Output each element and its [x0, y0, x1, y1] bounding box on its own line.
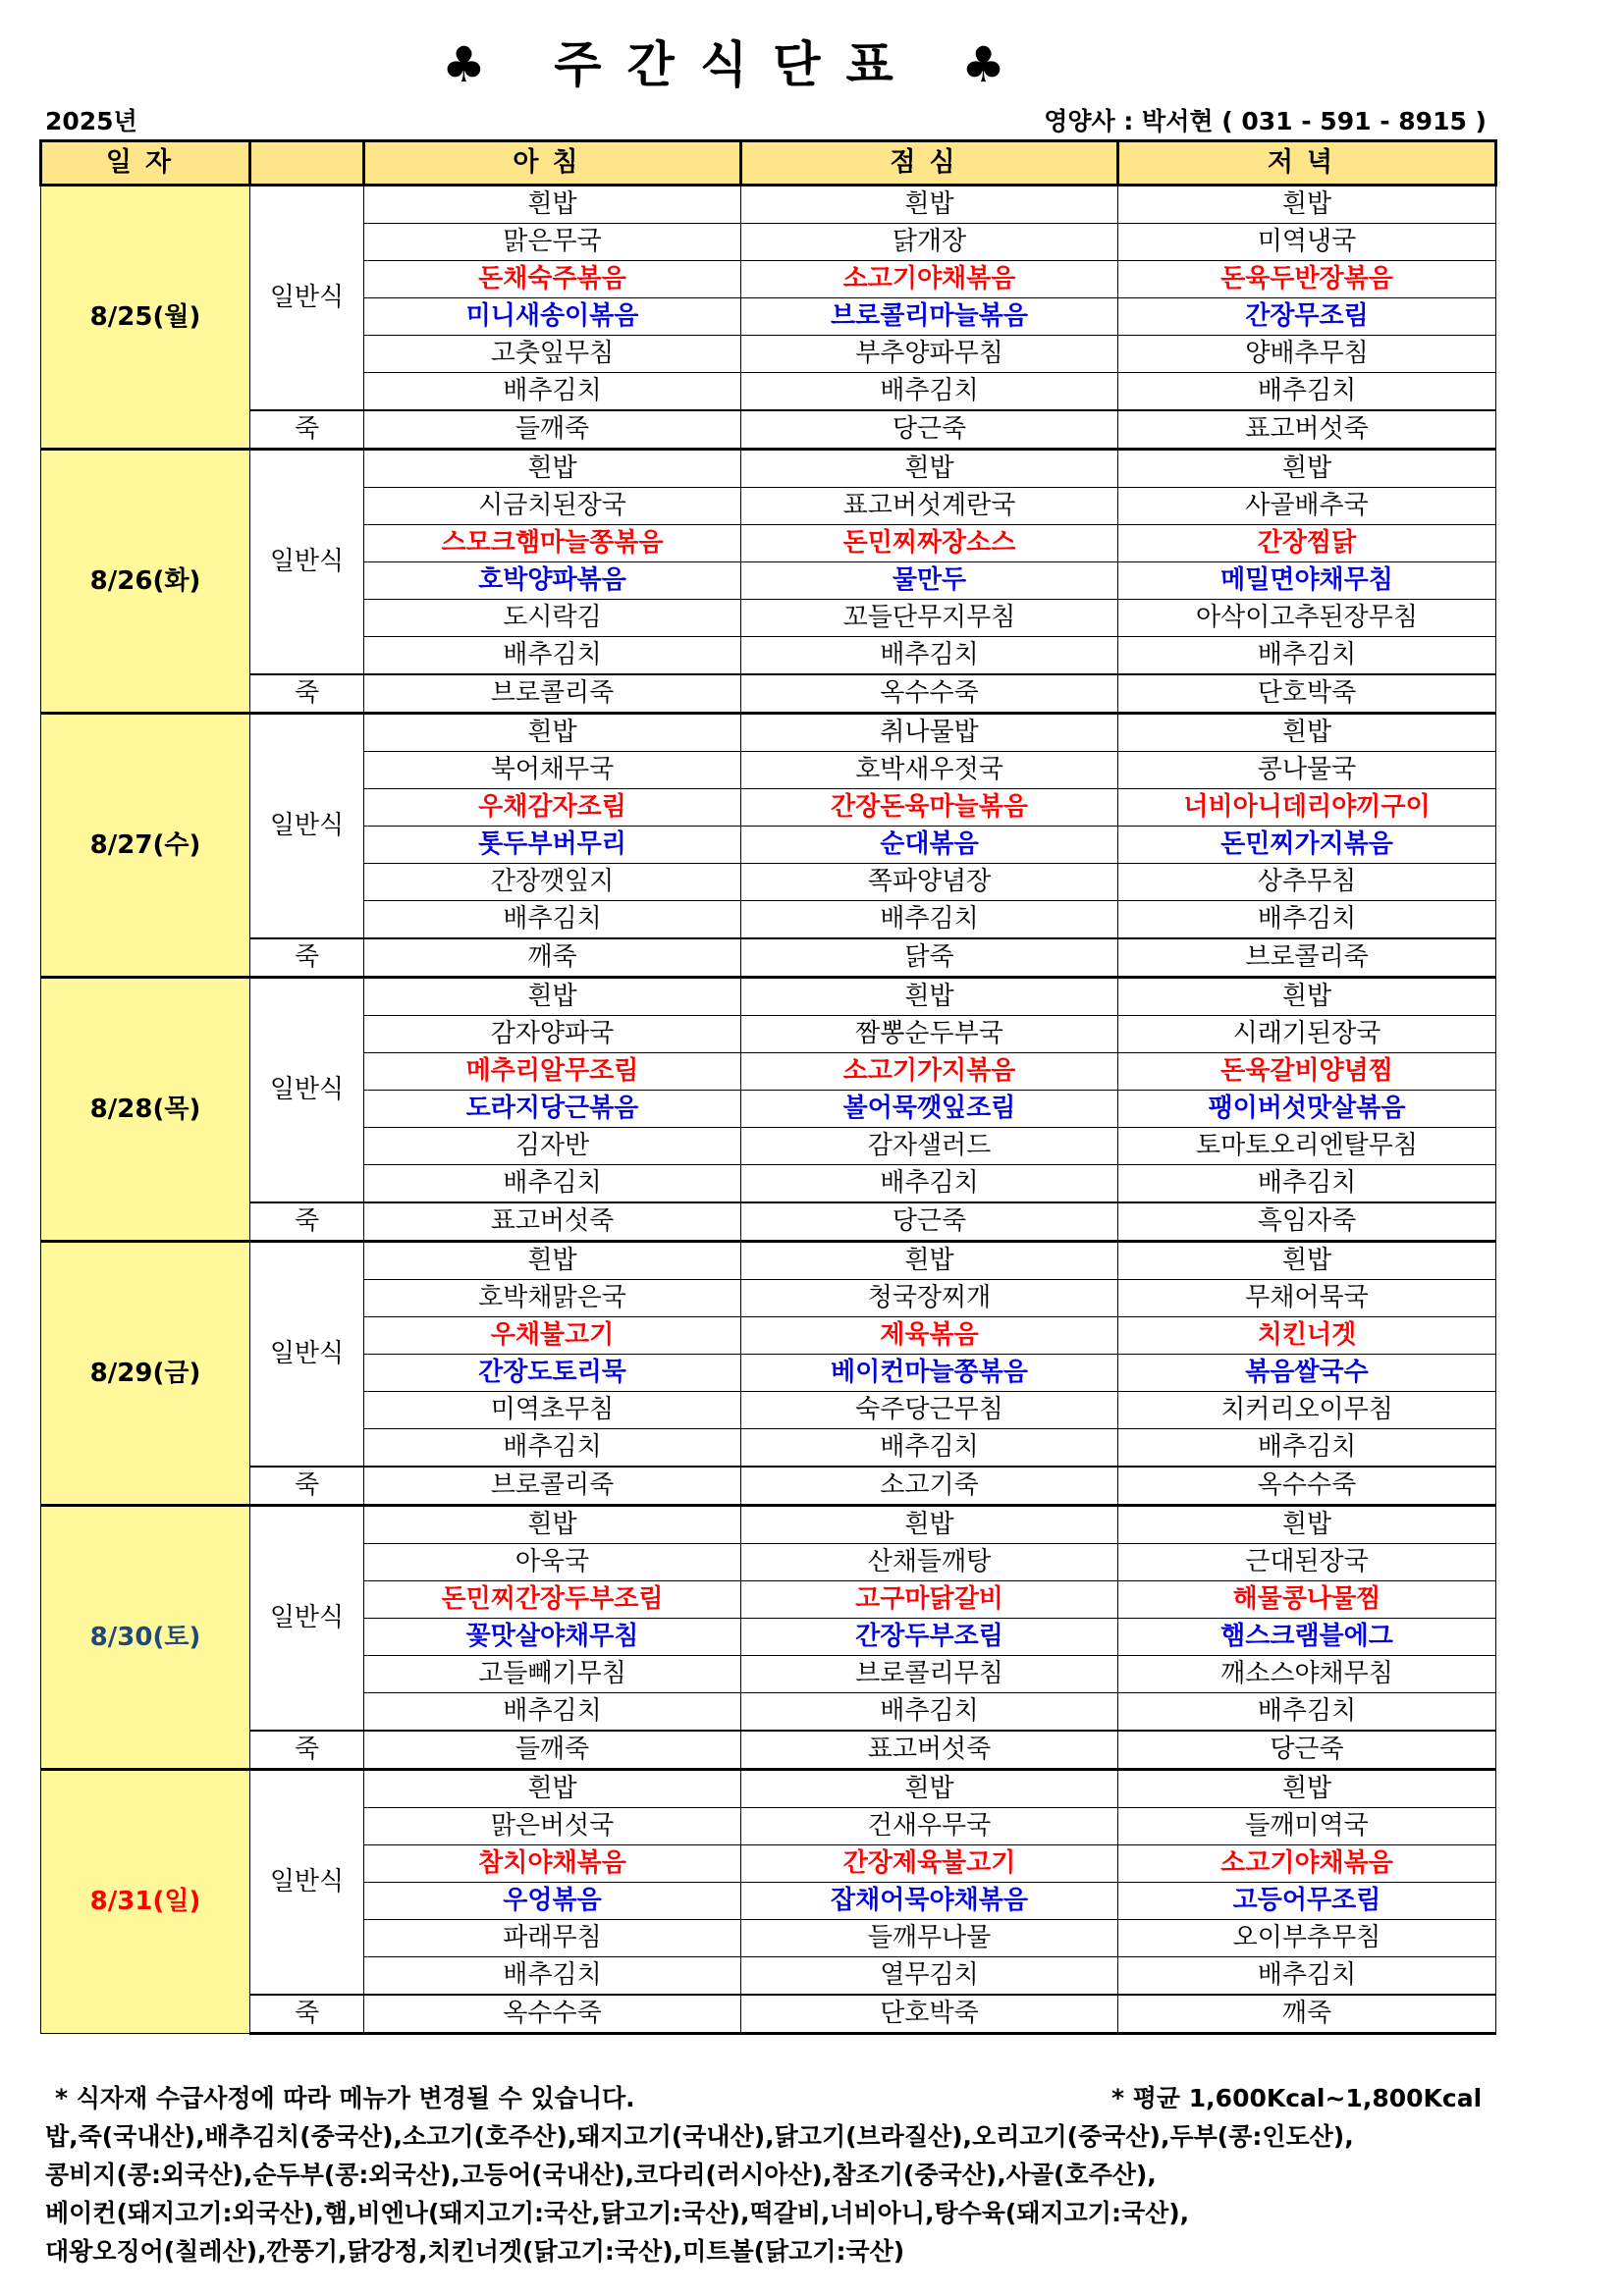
menu-row	[41, 186, 1496, 224]
breakfast-item: 감자양파국	[364, 1016, 741, 1053]
dinner-item: 오이부추무침	[1118, 1920, 1496, 1957]
menu-row	[41, 1242, 1496, 1280]
dinner-item: 흰밥	[1118, 186, 1496, 224]
breakfast-porridge: 브로콜리죽	[364, 1467, 741, 1506]
breakfast-item: 흰밥	[364, 450, 741, 488]
breakfast-item: 시금치된장국	[364, 488, 741, 525]
dinner-item: 돈육두반장볶음	[1118, 261, 1496, 298]
lunch-item: 감자샐러드	[741, 1128, 1118, 1165]
breakfast-item: 미니새송이볶음	[364, 298, 741, 336]
breakfast-item: 흰밥	[364, 1506, 741, 1544]
lunch-item: 간장제육불고기	[741, 1845, 1118, 1883]
dinner-item: 시래기된장국	[1118, 1016, 1496, 1053]
breakfast-item: 우엉볶음	[364, 1883, 741, 1920]
meal-type-porridge: 죽	[250, 674, 364, 714]
dinner-item: 배추김치	[1118, 1693, 1496, 1732]
breakfast-item: 도시락김	[364, 600, 741, 637]
breakfast-item: 고들빼기무침	[364, 1656, 741, 1693]
breakfast-item: 흰밥	[364, 714, 741, 752]
origin-line: 콩비지(콩:외국산),순두부(콩:외국산),고등어(국내산),코다리(러시아산),참조기(중국산),사골(호주산),	[45, 2161, 1157, 2189]
dinner-item: 흰밥	[1118, 450, 1496, 488]
breakfast-item: 배추김치	[364, 901, 741, 939]
lunch-item: 간장두부조림	[741, 1619, 1118, 1656]
menu-body	[41, 186, 1496, 2034]
breakfast-item: 호박채맑은국	[364, 1280, 741, 1317]
dinner-item: 상추무침	[1118, 864, 1496, 901]
meal-type-porridge: 죽	[250, 1995, 364, 2034]
lunch-porridge: 소고기죽	[741, 1467, 1118, 1506]
meal-type-general: 일반식	[250, 978, 364, 1203]
lunch-item: 고구마닭갈비	[741, 1581, 1118, 1619]
breakfast-item: 꽃맛살야채무침	[364, 1619, 741, 1656]
lunch-item: 흰밥	[741, 1242, 1118, 1280]
lunch-item: 취나물밥	[741, 714, 1118, 752]
lunch-item: 흰밥	[741, 1506, 1118, 1544]
dinner-porridge: 깨죽	[1118, 1995, 1496, 2034]
meal-type-porridge: 죽	[250, 410, 364, 450]
header-dinner: 저녁	[1118, 141, 1496, 186]
dinner-item: 간장무조림	[1118, 298, 1496, 336]
dinner-item: 미역냉국	[1118, 224, 1496, 261]
breakfast-item: 배추김치	[364, 1957, 741, 1996]
dinner-item: 양배추무침	[1118, 336, 1496, 373]
dinner-item: 돈민찌가지볶음	[1118, 827, 1496, 864]
table-header-row	[41, 141, 1496, 186]
dinner-item: 배추김치	[1118, 901, 1496, 939]
day-date: 8/30(토)	[41, 1506, 250, 1770]
lunch-item: 배추김치	[741, 373, 1118, 411]
breakfast-item: 간장도토리묵	[364, 1355, 741, 1392]
breakfast-porridge: 깨죽	[364, 938, 741, 978]
change-notice: * 식자재 수급사정에 따라 메뉴가 변경될 수 있습니다.	[55, 2084, 635, 2112]
breakfast-item: 배추김치	[364, 1165, 741, 1203]
day-date: 8/25(월)	[41, 186, 250, 450]
dinner-porridge: 옥수수죽	[1118, 1467, 1496, 1506]
porridge-row	[41, 410, 1496, 450]
breakfast-item: 우채불고기	[364, 1317, 741, 1355]
day-date: 8/31(일)	[41, 1770, 250, 2034]
dinner-item: 볶음쌀국수	[1118, 1355, 1496, 1392]
page-title: ♣ 주간식단표 ♣	[442, 36, 1031, 93]
lunch-porridge: 옥수수죽	[741, 674, 1118, 714]
dinner-item: 배추김치	[1118, 1165, 1496, 1203]
lunch-item: 흰밥	[741, 1770, 1118, 1808]
dinner-item: 들깨미역국	[1118, 1808, 1496, 1845]
lunch-item: 흰밥	[741, 450, 1118, 488]
dinner-item: 콩나물국	[1118, 752, 1496, 789]
year-label: 2025년	[45, 107, 137, 135]
meal-type-general: 일반식	[250, 1506, 364, 1732]
meal-type-general: 일반식	[250, 714, 364, 939]
lunch-item: 숙주당근무침	[741, 1392, 1118, 1429]
meal-type-general: 일반식	[250, 186, 364, 411]
origin-line: 대왕오징어(칠레산),깐풍기,닭강정,치킨너겟(닭고기:국산),미트볼(닭고기:국산)	[45, 2237, 905, 2266]
dinner-item: 무채어묵국	[1118, 1280, 1496, 1317]
lunch-item: 흰밥	[741, 978, 1118, 1016]
dinner-item: 흰밥	[1118, 978, 1496, 1016]
porridge-row	[41, 1202, 1496, 1242]
breakfast-item: 맑은무국	[364, 224, 741, 261]
lunch-item: 호박새우젓국	[741, 752, 1118, 789]
breakfast-item: 파래무침	[364, 1920, 741, 1957]
breakfast-item: 돈채숙주볶음	[364, 261, 741, 298]
meal-type-porridge: 죽	[250, 1467, 364, 1506]
breakfast-item: 메추리알무조림	[364, 1053, 741, 1091]
weekly-menu-table	[39, 139, 1497, 2035]
lunch-item: 배추김치	[741, 1165, 1118, 1203]
origin-line: 밥,죽(국내산),배추김치(중국산),소고기(호주산),돼지고기(국내산),닭고기(브라질산),오리고기(중국산),두부(콩:인도산),	[45, 2122, 1354, 2151]
header-lunch: 점심	[741, 141, 1118, 186]
breakfast-item: 김자반	[364, 1128, 741, 1165]
dinner-porridge: 당근죽	[1118, 1731, 1496, 1770]
meal-type-general: 일반식	[250, 1770, 364, 1996]
porridge-row	[41, 1995, 1496, 2034]
day-date: 8/27(수)	[41, 714, 250, 978]
dinner-item: 배추김치	[1118, 637, 1496, 675]
dinner-item: 배추김치	[1118, 1429, 1496, 1468]
lunch-item: 잡채어묵야채볶음	[741, 1883, 1118, 1920]
day-date: 8/29(금)	[41, 1242, 250, 1506]
porridge-row	[41, 674, 1496, 714]
breakfast-item: 배추김치	[364, 1693, 741, 1732]
lunch-item: 브로콜리무침	[741, 1656, 1118, 1693]
breakfast-porridge: 들깨죽	[364, 1731, 741, 1770]
dinner-item: 흰밥	[1118, 1770, 1496, 1808]
breakfast-item: 고춧잎무침	[364, 336, 741, 373]
header-type	[250, 141, 364, 186]
menu-row	[41, 450, 1496, 488]
dinner-item: 아삭이고추된장무침	[1118, 600, 1496, 637]
lunch-item: 표고버섯계란국	[741, 488, 1118, 525]
lunch-item: 산채들깨탕	[741, 1544, 1118, 1581]
lunch-item: 볼어묵깻잎조림	[741, 1091, 1118, 1128]
lunch-item: 들깨무나물	[741, 1920, 1118, 1957]
lunch-item: 배추김치	[741, 1429, 1118, 1468]
breakfast-porridge: 들깨죽	[364, 410, 741, 450]
breakfast-item: 간장깻잎지	[364, 864, 741, 901]
breakfast-item: 배추김치	[364, 373, 741, 411]
breakfast-item: 맑은버섯국	[364, 1808, 741, 1845]
meal-type-general: 일반식	[250, 450, 364, 675]
meal-type-porridge: 죽	[250, 938, 364, 978]
porridge-row	[41, 1731, 1496, 1770]
origin-line: 베이컨(돼지고기:외국산),햄,비엔나(돼지고기:국산,닭고기:국산),떡갈비,너비아니,탕수육(돼지고기:국산),	[45, 2199, 1190, 2227]
dinner-porridge: 흑임자죽	[1118, 1202, 1496, 1242]
dinner-item: 소고기야채볶음	[1118, 1845, 1496, 1883]
dinner-item: 돈육갈비양념찜	[1118, 1053, 1496, 1091]
dinner-item: 흰밥	[1118, 714, 1496, 752]
breakfast-porridge: 옥수수죽	[364, 1995, 741, 2034]
lunch-item: 꼬들단무지무침	[741, 600, 1118, 637]
lunch-porridge: 표고버섯죽	[741, 1731, 1118, 1770]
notes-section	[45, 2079, 1577, 2270]
dinner-item: 해물콩나물찜	[1118, 1581, 1496, 1619]
breakfast-porridge: 표고버섯죽	[364, 1202, 741, 1242]
lunch-item: 짬뽕순두부국	[741, 1016, 1118, 1053]
lunch-item: 소고기야채볶음	[741, 261, 1118, 298]
meal-type-porridge: 죽	[250, 1731, 364, 1770]
dinner-item: 치킨너겟	[1118, 1317, 1496, 1355]
porridge-row	[41, 938, 1496, 978]
dinner-item: 너비아니데리야끼구이	[1118, 789, 1496, 827]
dinner-item: 근대된장국	[1118, 1544, 1496, 1581]
dinner-item: 깨소스야채무침	[1118, 1656, 1496, 1693]
lunch-item: 청국장찌개	[741, 1280, 1118, 1317]
breakfast-item: 흰밥	[364, 186, 741, 224]
dinner-item: 토마토오리엔탈무침	[1118, 1128, 1496, 1165]
breakfast-item: 흰밥	[364, 1770, 741, 1808]
lunch-item: 소고기가지볶음	[741, 1053, 1118, 1091]
menu-row	[41, 1506, 1496, 1544]
dinner-porridge: 단호박죽	[1118, 674, 1496, 714]
day-date: 8/26(화)	[41, 450, 250, 714]
dinner-item: 간장찜닭	[1118, 525, 1496, 562]
lunch-porridge: 당근죽	[741, 1202, 1118, 1242]
menu-row	[41, 714, 1496, 752]
meal-type-general: 일반식	[250, 1242, 364, 1468]
lunch-porridge: 닭죽	[741, 938, 1118, 978]
lunch-item: 배추김치	[741, 901, 1118, 939]
lunch-item: 간장돈육마늘볶음	[741, 789, 1118, 827]
lunch-item: 흰밥	[741, 186, 1118, 224]
lunch-item: 제육볶음	[741, 1317, 1118, 1355]
breakfast-item: 아욱국	[364, 1544, 741, 1581]
menu-row	[41, 978, 1496, 1016]
breakfast-item: 참치야채볶음	[364, 1845, 741, 1883]
lunch-item: 순대볶음	[741, 827, 1118, 864]
lunch-item: 부추양파무침	[741, 336, 1118, 373]
dinner-item: 사골배추국	[1118, 488, 1496, 525]
dinner-item: 배추김치	[1118, 373, 1496, 411]
lunch-item: 닭개장	[741, 224, 1118, 261]
lunch-item: 물만두	[741, 562, 1118, 600]
breakfast-item: 배추김치	[364, 1429, 741, 1468]
breakfast-item: 흰밥	[364, 1242, 741, 1280]
dinner-item: 고등어무조림	[1118, 1883, 1496, 1920]
dinner-porridge: 브로콜리죽	[1118, 938, 1496, 978]
dinner-item: 메밀면야채무침	[1118, 562, 1496, 600]
calorie-notice: * 평균 1,600Kcal~1,800Kcal	[1111, 2084, 1483, 2112]
lunch-item: 베이컨마늘쫑볶음	[741, 1355, 1118, 1392]
lunch-item: 열무김치	[741, 1957, 1118, 1996]
lunch-porridge: 단호박죽	[741, 1995, 1118, 2034]
menu-row	[41, 1770, 1496, 1808]
lunch-item: 배추김치	[741, 637, 1118, 675]
lunch-porridge: 당근죽	[741, 410, 1118, 450]
breakfast-item: 스모크햄마늘쫑볶음	[364, 525, 741, 562]
lunch-item: 브로콜리마늘볶음	[741, 298, 1118, 336]
breakfast-item: 도라지당근볶음	[364, 1091, 741, 1128]
dietitian-info: 영양사 : 박서현 ( 031 - 591 - 8915 )	[1044, 107, 1487, 135]
breakfast-item: 우채감자조림	[364, 789, 741, 827]
dinner-item: 치커리오이무침	[1118, 1392, 1496, 1429]
breakfast-item: 미역초무침	[364, 1392, 741, 1429]
breakfast-item: 돈민찌간장두부조림	[364, 1581, 741, 1619]
lunch-item: 배추김치	[741, 1693, 1118, 1732]
breakfast-item: 호박양파볶음	[364, 562, 741, 600]
breakfast-item: 톳두부버무리	[364, 827, 741, 864]
dinner-porridge: 표고버섯죽	[1118, 410, 1496, 450]
lunch-item: 쪽파양념장	[741, 864, 1118, 901]
dinner-item: 흰밥	[1118, 1242, 1496, 1280]
header-breakfast: 아침	[364, 141, 741, 186]
lunch-item: 돈민찌짜장소스	[741, 525, 1118, 562]
day-date: 8/28(목)	[41, 978, 250, 1242]
meal-type-porridge: 죽	[250, 1202, 364, 1242]
breakfast-item: 북어채무국	[364, 752, 741, 789]
dinner-item: 배추김치	[1118, 1957, 1496, 1996]
dinner-item: 팽이버섯맛살볶음	[1118, 1091, 1496, 1128]
dinner-item: 햄스크램블에그	[1118, 1619, 1496, 1656]
breakfast-item: 배추김치	[364, 637, 741, 675]
header-date: 일자	[41, 141, 250, 186]
lunch-item: 건새우무국	[741, 1808, 1118, 1845]
breakfast-porridge: 브로콜리죽	[364, 674, 741, 714]
dinner-item: 흰밥	[1118, 1506, 1496, 1544]
breakfast-item: 흰밥	[364, 978, 741, 1016]
porridge-row	[41, 1467, 1496, 1506]
